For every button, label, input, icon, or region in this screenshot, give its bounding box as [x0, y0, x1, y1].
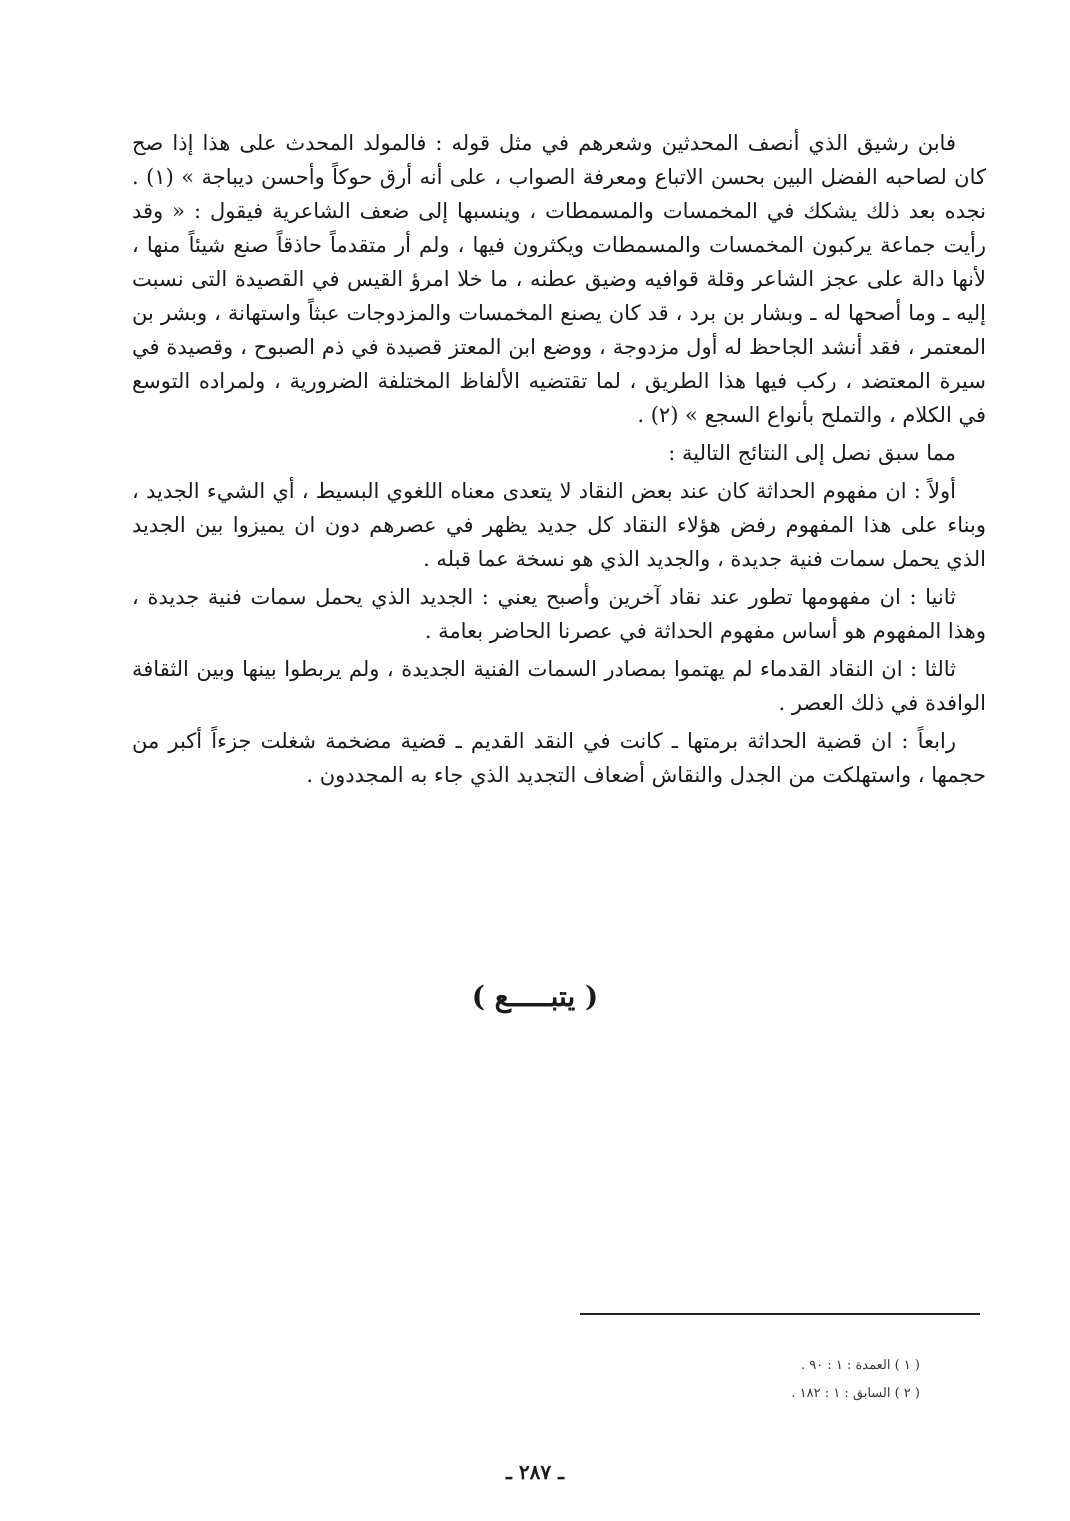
continued-label: ( يتبـــــع ): [471, 980, 599, 1013]
footnote-1: ( ١ ) العمدة : ١ : ٩٠ .: [800, 1358, 920, 1373]
paragraph-first-result: أولاً : ان مفهوم الحداثة كان عند بعض النقاد لا يتعدى معناه اللغوي البسيط ، أي الشيء الجديد ، وبناء على هذا المفهوم رفض هؤلاء النقاد كل جديد يظهر في عصرهم دون ان يميزوا بين الجديد الذي يحمل سمات فنية جديدة ، والجديد الذي هو نسخة عما قبله .: [132, 479, 986, 571]
paragraph-ibn-rashiq: فابن رشيق الذي أنصف المحدثين وشعرهم في مثل قوله : فالمولد المحدث على هذا إذا صح كان لصاحبه الفضل البين بحسن الاتباع ومعرفة الصواب ، على أنه أرق حوكاً وأحسن ديباجة » (١) . نجده بعد ذلك يشكك في المخمسات والمسمطات ، وينسبها إلى ضعف الشاعرية فيقول : « وقد رأيت جماعة يركبون المخمسات والمسمطات ويكثرون فيها ، ولم أر متقدماً حاذقاً صنع شيئاً منها ، لأنها دالة على عجز الشاعر وقلة قوافيه وضيق عطنه ، ما خلا امرؤ القيس في القصيدة التى نسبت إليه ـ وما أصحها له ـ وبشار بن برد ، قد كان يصنع المخمسات والمزدوجات عبثاً واستهانة ، وبشر بن المعتمر ، فقد أنشد الجاحظ له أول مزدوجة ، ووضع ابن المعتز قصيدة في ذم الصبوح ، وقصيدة في سيرة المعتضد ، ركب فيها هذا الطريق ، لما تقتضيه الألفاظ المختلفة الضرورية ، ولمراده التوسع في الكلام ، والتملح بأنواع السجع » (٢) .: [132, 131, 987, 427]
page-number: ـ ٢٨٧ ـ: [506, 1460, 564, 1484]
paragraph-third-result: ثالثا : ان النقاد القدماء لم يهتموا بمصادر السمات الفنية الجديدة ، ولم يربطوا بينها وبين الثقافة الوافدة في ذلك العصر .: [132, 657, 986, 715]
body-text: [132, 126, 986, 796]
paragraph-results-intro: مما سبق نصل إلى النتائج التالية :: [668, 441, 956, 465]
paragraph-second-result: ثانيا : ان مفهومها تطور عند نقاد آخرين وأصبح يعني : الجديد الذي يحمل سمات فنية جديدة ، وهذا المفهوم هو أساس مفهوم الحداثة في عصرنا الحاضر بعامة .: [132, 585, 986, 643]
footnote-separator: [580, 1313, 980, 1315]
footnote-2: ( ٢ ) السابق : ١ : ١٨٢ .: [791, 1386, 920, 1401]
paragraph-fourth-result: رابعاً : ان قضية الحداثة برمتها ـ كانت في النقد القديم ـ قضية مضخمة شغلت جزءاً أكبر من حجمها ، واستهلكت من الجدل والنقاش أضعاف التجديد الذي جاء به المجددون .: [132, 729, 986, 787]
footnotes: [620, 1352, 920, 1408]
